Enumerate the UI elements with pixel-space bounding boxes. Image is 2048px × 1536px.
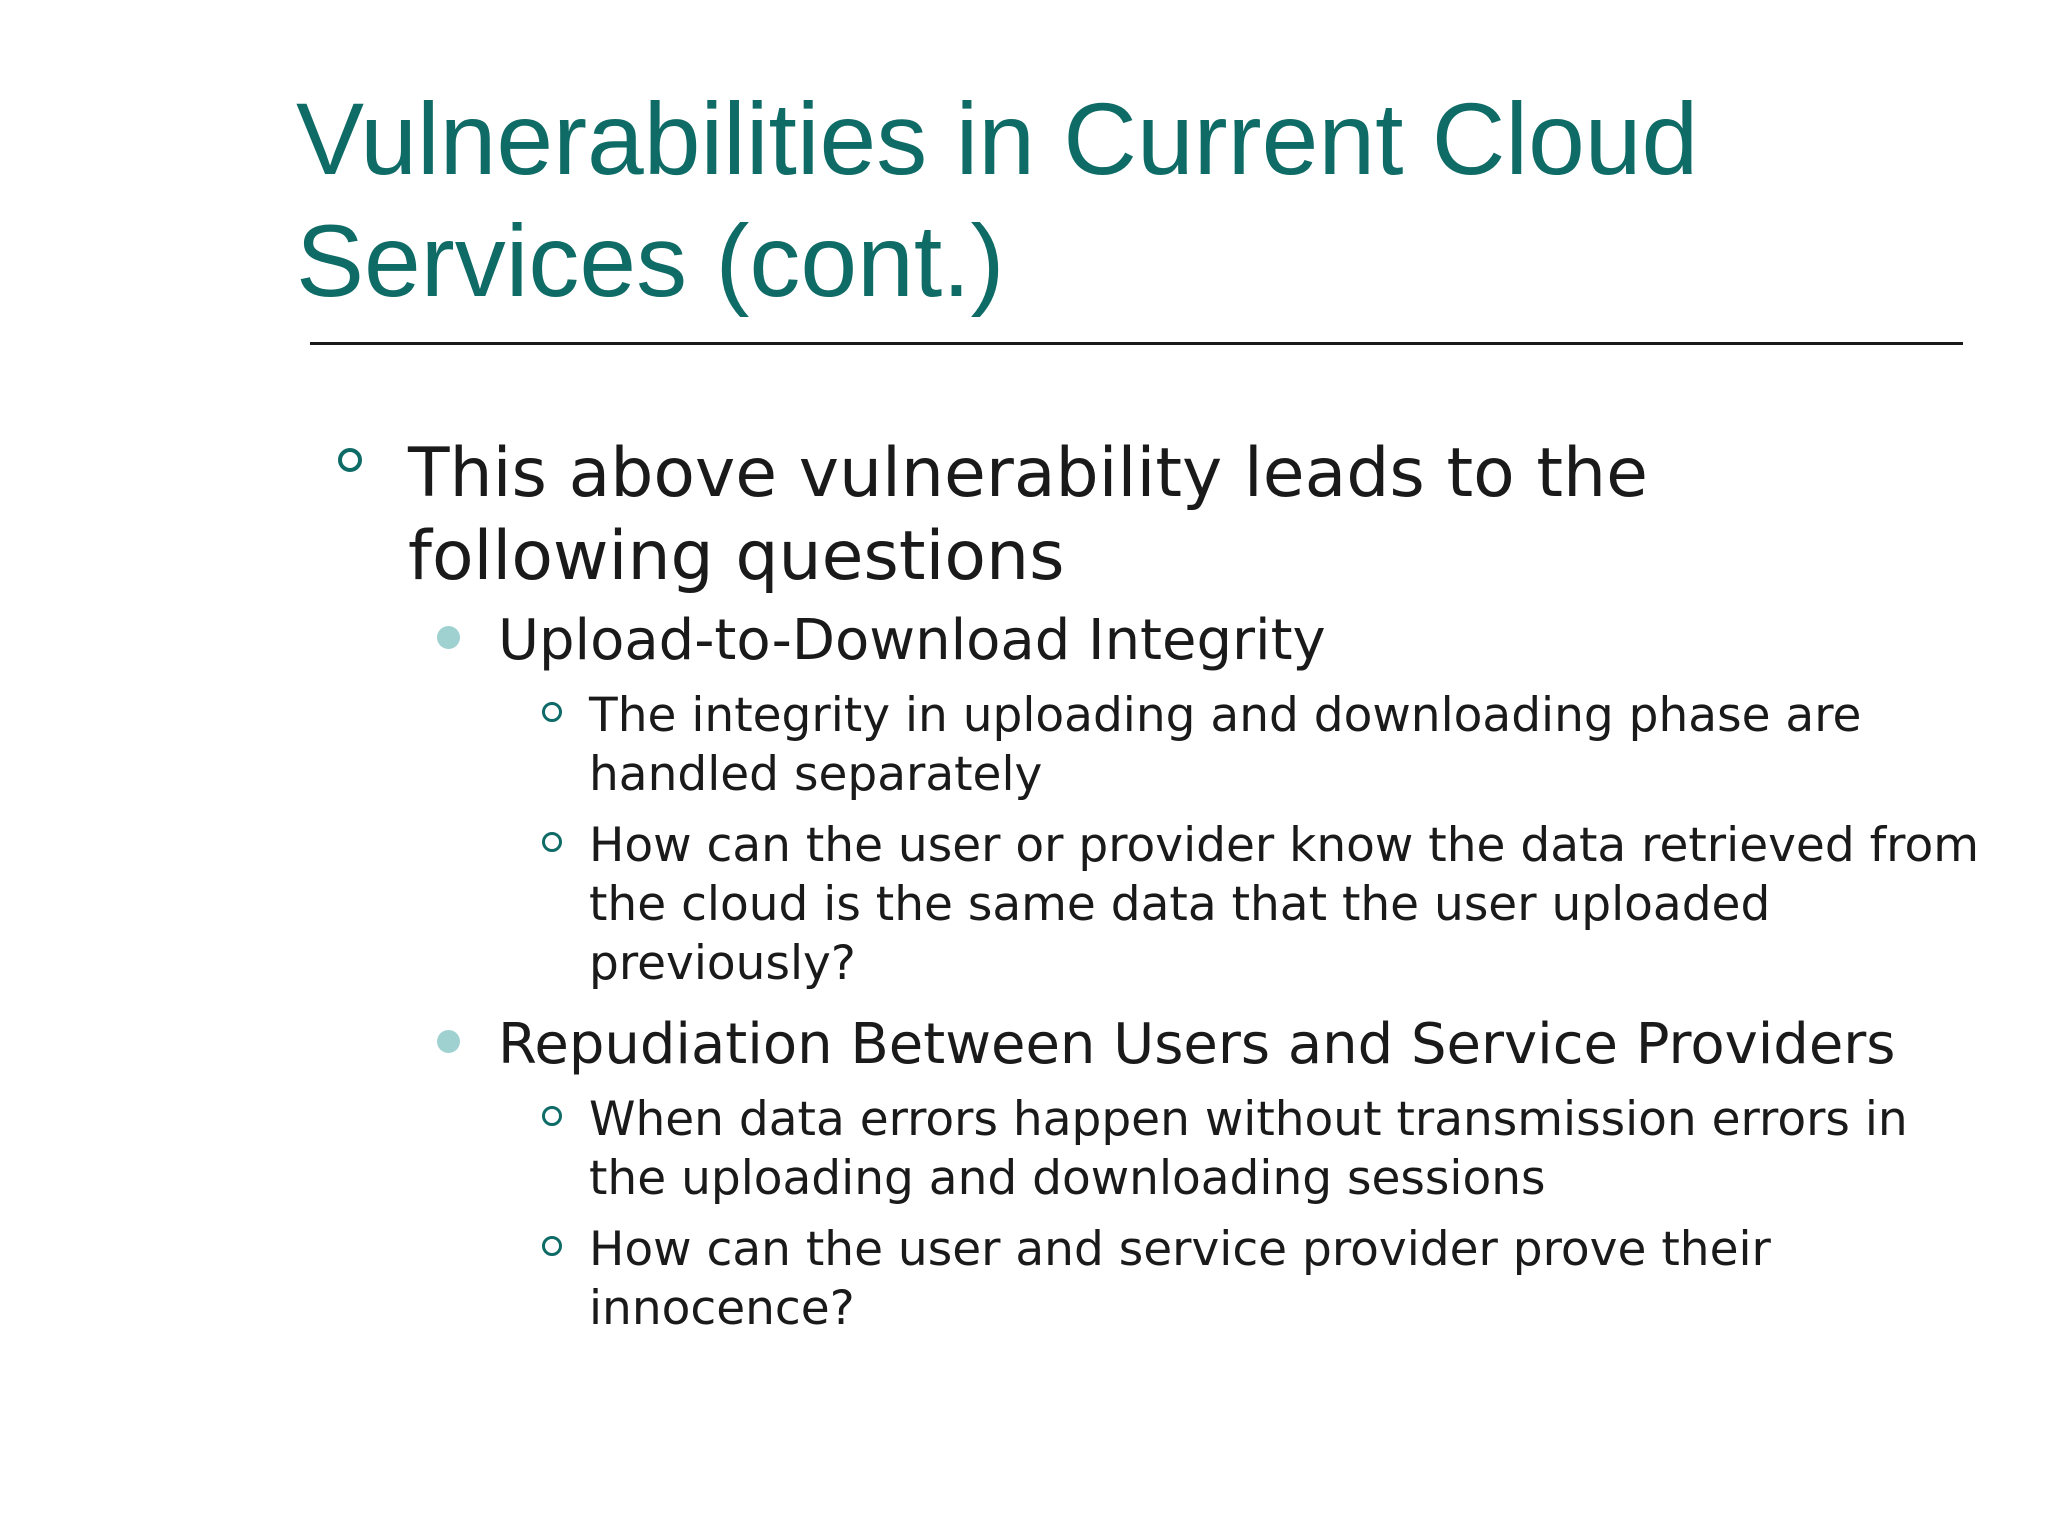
bullet-level3-item: When data errors happen without transmission errors in the uploading and downloading sessions <box>589 1092 1908 1206</box>
bullet-level2-integrity: Upload-to-Download Integrity <box>498 608 1326 673</box>
filled-dot-bullet-icon <box>437 1030 460 1053</box>
bullet-level1: This above vulnerability leads to the following questions <box>408 434 1648 596</box>
bullet-level3-item: The integrity in uploading and downloading phase are handled separately <box>589 688 1862 802</box>
hollow-circle-bullet-icon <box>542 832 562 852</box>
bullet-level3-item: How can the user and service provider prove their innocence? <box>589 1222 1771 1336</box>
hollow-circle-bullet-icon <box>542 1236 562 1256</box>
slide-title-line-1: Vulnerabilities in Current Cloud <box>296 82 1699 196</box>
hollow-circle-bullet-icon <box>542 1106 562 1126</box>
hollow-circle-bullet-icon <box>542 702 562 722</box>
hollow-circle-bullet-icon <box>338 448 362 472</box>
filled-dot-bullet-icon <box>437 626 460 649</box>
bullet-level3-item: How can the user or provider know the data retrieved from the cloud is the same data that the user uploaded previously? <box>589 818 1979 991</box>
slide-title-line-2: Services (cont.) <box>296 204 1005 318</box>
bullet-level2-repudiation: Repudiation Between Users and Service Providers <box>498 1012 1896 1077</box>
